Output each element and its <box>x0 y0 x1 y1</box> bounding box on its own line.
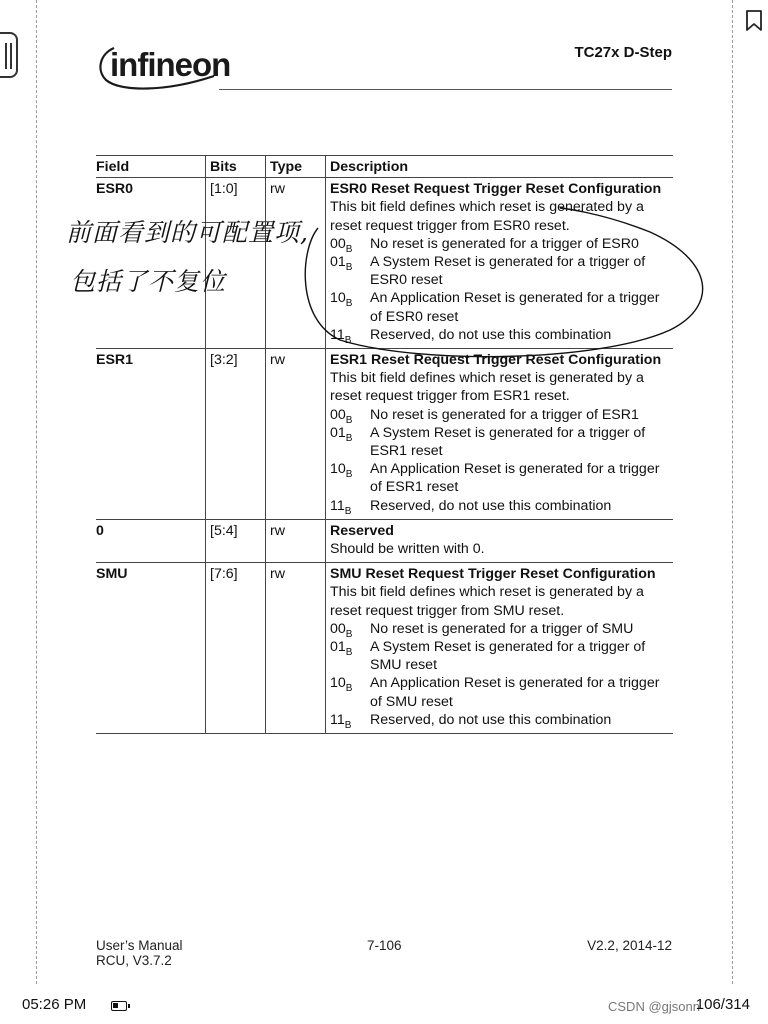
encoding-code <box>330 424 370 460</box>
description-title: ESR1 Reset Request Trigger Reset Configuration <box>330 352 662 369</box>
encoding-code <box>330 460 370 496</box>
field-name: 0 <box>96 519 206 562</box>
encoding-meaning: A System Reset is generated for a trigger of SMU reset <box>370 639 646 674</box>
encoding-value: 00 <box>330 235 346 252</box>
encoding-code <box>330 253 370 289</box>
encoding-value: 11 <box>330 326 345 343</box>
encoding-value: 10 <box>330 675 346 692</box>
encoding-base: B <box>345 298 353 310</box>
table-row <box>96 519 673 562</box>
header-description: Description <box>326 156 674 178</box>
field-type: rw <box>266 178 326 349</box>
encoding-option <box>330 620 670 638</box>
footer-page-ref: 7-106 <box>367 938 402 953</box>
encoding-code <box>330 289 370 325</box>
encoding-base: B <box>345 243 353 255</box>
footer-manual: User’s Manual <box>96 938 183 953</box>
encoding-meaning: A System Reset is generated for a trigger of ESR1 reset <box>370 424 646 460</box>
encoding-base: B <box>345 683 353 695</box>
battery-icon <box>111 1001 127 1011</box>
right-page-edge <box>732 0 733 984</box>
field-type: rw <box>266 563 326 734</box>
field-bits: [1:0] <box>206 178 266 349</box>
field-description <box>326 563 674 734</box>
description-intro: Should be written with 0. <box>330 541 485 558</box>
header-bits: Bits <box>206 156 266 178</box>
encoding-option <box>330 497 670 515</box>
encoding-base: B <box>344 505 352 517</box>
encoding-code <box>330 406 370 424</box>
field-bits: [3:2] <box>206 349 266 520</box>
encoding-value: 00 <box>330 620 346 637</box>
encoding-code <box>330 497 370 515</box>
description-title: SMU Reset Request Trigger Reset Configuration <box>330 566 656 583</box>
description-intro: This bit field defines which reset is generated by a reset request trigger from SMU reset. <box>330 584 644 619</box>
encoding-option <box>330 406 670 424</box>
field-bits: [5:4] <box>206 519 266 562</box>
description-title: Reserved <box>330 522 394 539</box>
header-field: Field <box>96 156 206 178</box>
encoding-value: 00 <box>330 406 346 423</box>
encoding-code <box>330 674 370 710</box>
encoding-meaning: An Application Reset is generated for a trigger of ESR0 reset <box>370 290 660 325</box>
handwritten-note-line-1: 前面看到的可配置项, <box>66 218 309 247</box>
encoding-value: 11 <box>330 711 345 728</box>
encoding-meaning: A System Reset is generated for a trigger of ESR0 reset <box>370 254 646 289</box>
encoding-code <box>330 326 370 344</box>
page-counter: 106/314 <box>695 996 750 1013</box>
footer-version: V2.2, 2014-12 <box>587 938 672 953</box>
bookmark-icon[interactable] <box>744 9 764 38</box>
left-page-edge <box>36 0 37 984</box>
encoding-value: 01 <box>330 424 346 441</box>
encoding-option <box>330 424 670 460</box>
encoding-option <box>330 460 670 496</box>
encoding-option <box>330 638 670 674</box>
csdn-watermark: CSDN @gjsonn <box>608 999 700 1014</box>
encoding-base: B <box>344 334 352 346</box>
encoding-option <box>330 326 670 344</box>
encoding-meaning: An Application Reset is generated for a trigger of ESR1 reset <box>370 461 660 496</box>
encoding-base: B <box>345 432 353 444</box>
field-name: ESR0 <box>96 178 206 349</box>
document-title: TC27x D-Step <box>574 44 672 61</box>
description-title: ESR0 Reset Request Trigger Reset Configuration <box>330 181 662 198</box>
encoding-meaning: No reset is generated for a trigger of ESR0 <box>370 235 639 252</box>
encoding-value: 10 <box>330 290 346 307</box>
encoding-base: B <box>345 628 353 640</box>
table-row <box>96 349 673 520</box>
field-name: SMU <box>96 563 206 734</box>
infineon-logo <box>96 36 231 94</box>
encoding-meaning: Reserved, do not use this combination <box>370 497 612 514</box>
encoding-value: 10 <box>330 461 346 478</box>
encoding-meaning: Reserved, do not use this combination <box>370 711 612 728</box>
field-description <box>326 349 674 520</box>
field-bits: [7:6] <box>206 563 266 734</box>
encoding-base: B <box>345 646 353 658</box>
status-time: 05:26 PM <box>22 996 87 1013</box>
encoding-option <box>330 235 670 253</box>
encoding-value: 01 <box>330 639 346 656</box>
logo-text: infineon <box>110 46 231 83</box>
table-row <box>96 563 673 734</box>
sidebar-handle[interactable] <box>0 32 18 78</box>
field-description <box>326 519 674 562</box>
encoding-value: 01 <box>330 254 346 271</box>
encoding-option <box>330 253 670 289</box>
encoding-base: B <box>344 719 352 731</box>
encoding-option <box>330 711 670 729</box>
description-intro: This bit field defines which reset is generated by a reset request trigger from ESR1 reset. <box>330 370 644 405</box>
encoding-code <box>330 711 370 729</box>
encoding-option <box>330 674 670 710</box>
encoding-meaning: An Application Reset is generated for a trigger of SMU reset <box>370 675 660 710</box>
encoding-base: B <box>345 414 353 426</box>
encoding-meaning: No reset is generated for a trigger of ESR1 <box>370 406 639 423</box>
header-divider <box>219 89 672 90</box>
encoding-base: B <box>345 261 353 273</box>
field-name: ESR1 <box>96 349 206 520</box>
encoding-code <box>330 235 370 253</box>
header-type: Type <box>266 156 326 178</box>
description-intro: This bit field defines which reset is generated by a reset request trigger from ESR0 reset. <box>330 199 644 234</box>
encoding-value: 11 <box>330 497 345 514</box>
field-description <box>326 178 674 349</box>
table-header-row <box>96 156 673 178</box>
handwritten-note-line-2: 包括了不复位 <box>70 267 227 296</box>
field-type: rw <box>266 349 326 520</box>
field-type: rw <box>266 519 326 562</box>
encoding-code <box>330 620 370 638</box>
encoding-meaning: Reserved, do not use this combination <box>370 326 612 343</box>
encoding-code <box>330 638 370 674</box>
encoding-option <box>330 289 670 325</box>
encoding-base: B <box>345 469 353 481</box>
footer-module: RCU, V3.7.2 <box>96 953 172 968</box>
encoding-meaning: No reset is generated for a trigger of SMU <box>370 620 634 637</box>
